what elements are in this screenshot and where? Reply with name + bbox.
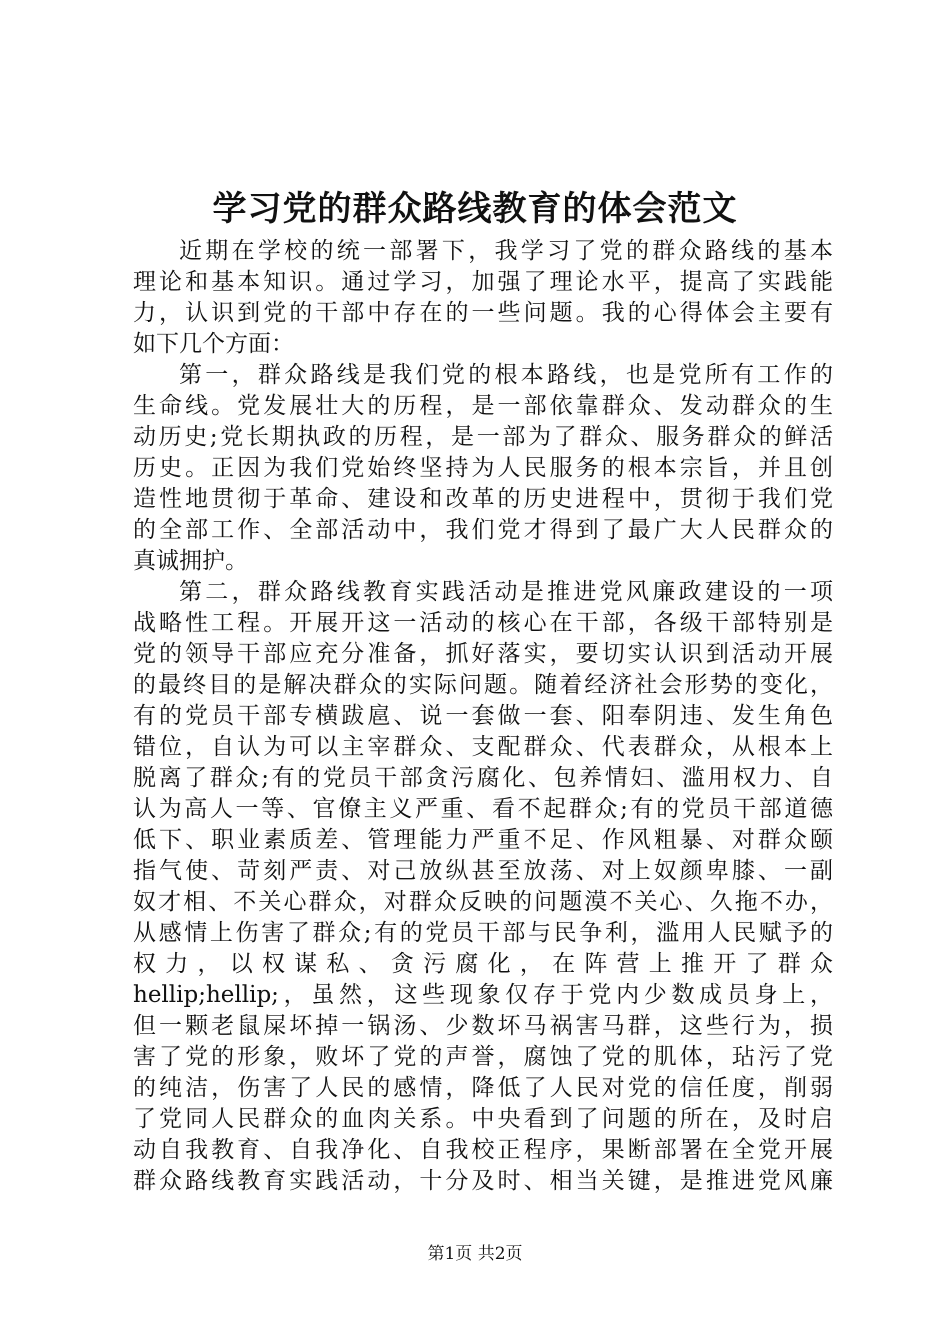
text-line: 的全部工作、全部活动中，我们党才得到了最广大人民群众的	[133, 517, 833, 543]
document-title: 学习党的群众路线教育的体会范文	[212, 189, 738, 229]
text-line: 低下、职业素质差、管理能力严重不足、作风粗暴、对群众颐	[133, 827, 833, 853]
text-line: 奴才相、不关心群众，对群众反映的问题漠不关心、久拖不办，	[133, 889, 833, 915]
text-line: 理论和基本知识。通过学习，加强了理论水平，提高了实践能	[133, 269, 833, 295]
text-line: 害了党的形象，败坏了党的声誉，腐蚀了党的肌体，玷污了党	[133, 1044, 833, 1070]
text-line: 党的领导干部应充分准备，抓好落实，要切实认识到活动开展	[133, 641, 833, 667]
text-line: 指气使、苛刻严责、对己放纵甚至放荡、对上奴颜卑膝、一副	[133, 858, 833, 884]
text-line: 认为高人一等、官僚主义严重、看不起群众;有的党员干部道德	[133, 796, 833, 822]
text-line: 近期在学校的统一部署下，我学习了党的群众路线的基本	[179, 238, 833, 264]
text-line: 群众路线教育实践活动，十分及时、相当关键，是推进党风廉	[133, 1168, 833, 1194]
text-line: 如下几个方面：	[133, 331, 294, 357]
text-line: hellip;hellip;，虽然，这些现象仅存于党内少数成员身上，	[133, 982, 833, 1008]
text-line: 的纯洁，伤害了人民的感情，降低了人民对党的信任度，削弱	[133, 1075, 833, 1101]
text-line: 但一颗老鼠屎坏掉一锅汤、少数坏马祸害马群，这些行为，损	[133, 1013, 833, 1039]
text-line: 错位，自认为可以主宰群众、支配群众、代表群众，从根本上	[133, 734, 833, 760]
text-line: 战略性工程。开展开这一活动的核心在干部，各级干部特别是	[133, 610, 833, 636]
text-line: 的最终目的是解决群众的实际问题。随着经济社会形势的变化，	[133, 672, 833, 698]
text-line: 第二，群众路线教育实践活动是推进党风廉政建设的一项	[179, 579, 833, 605]
text-line: 真诚拥护。	[133, 548, 248, 574]
text-line: 有的党员干部专横跋扈、说一套做一套、阳奉阴违、发生角色	[133, 703, 833, 729]
text-line: 了党同人民群众的血肉关系。中央看到了问题的所在，及时启	[133, 1106, 833, 1132]
document-body	[133, 236, 833, 1197]
text-line: 动历史;党长期执政的历程，是一部为了群众、服务群众的鲜活	[133, 424, 833, 450]
text-line: 力，认识到党的干部中存在的一些问题。我的心得体会主要有	[133, 300, 833, 326]
text-line: 生命线。党发展壮大的历程，是一部依靠群众、发动群众的生	[133, 393, 833, 419]
text-line: 从感情上伤害了群众;有的党员干部与民争利，滥用人民赋予的	[133, 920, 833, 946]
page-footer: 第1页 共2页	[427, 1244, 523, 1264]
text-line: 动自我教育、自我净化、自我校正程序，果断部署在全党开展	[133, 1137, 833, 1163]
text-line: 第一，群众路线是我们党的根本路线，也是党所有工作的	[179, 362, 833, 388]
text-line: 权 力 ， 以 权 谋 私 、 贪 污 腐 化 ， 在 阵 营 上 推 开 了 群 众	[133, 951, 833, 977]
text-line: 造性地贯彻于革命、建设和改革的历史进程中，贯彻于我们党	[133, 486, 833, 512]
text-line: 脱离了群众;有的党员干部贪污腐化、包养情妇、滥用权力、自	[133, 765, 833, 791]
text-line: 历史。正因为我们党始终坚持为人民服务的根本宗旨，并且创	[133, 455, 833, 481]
